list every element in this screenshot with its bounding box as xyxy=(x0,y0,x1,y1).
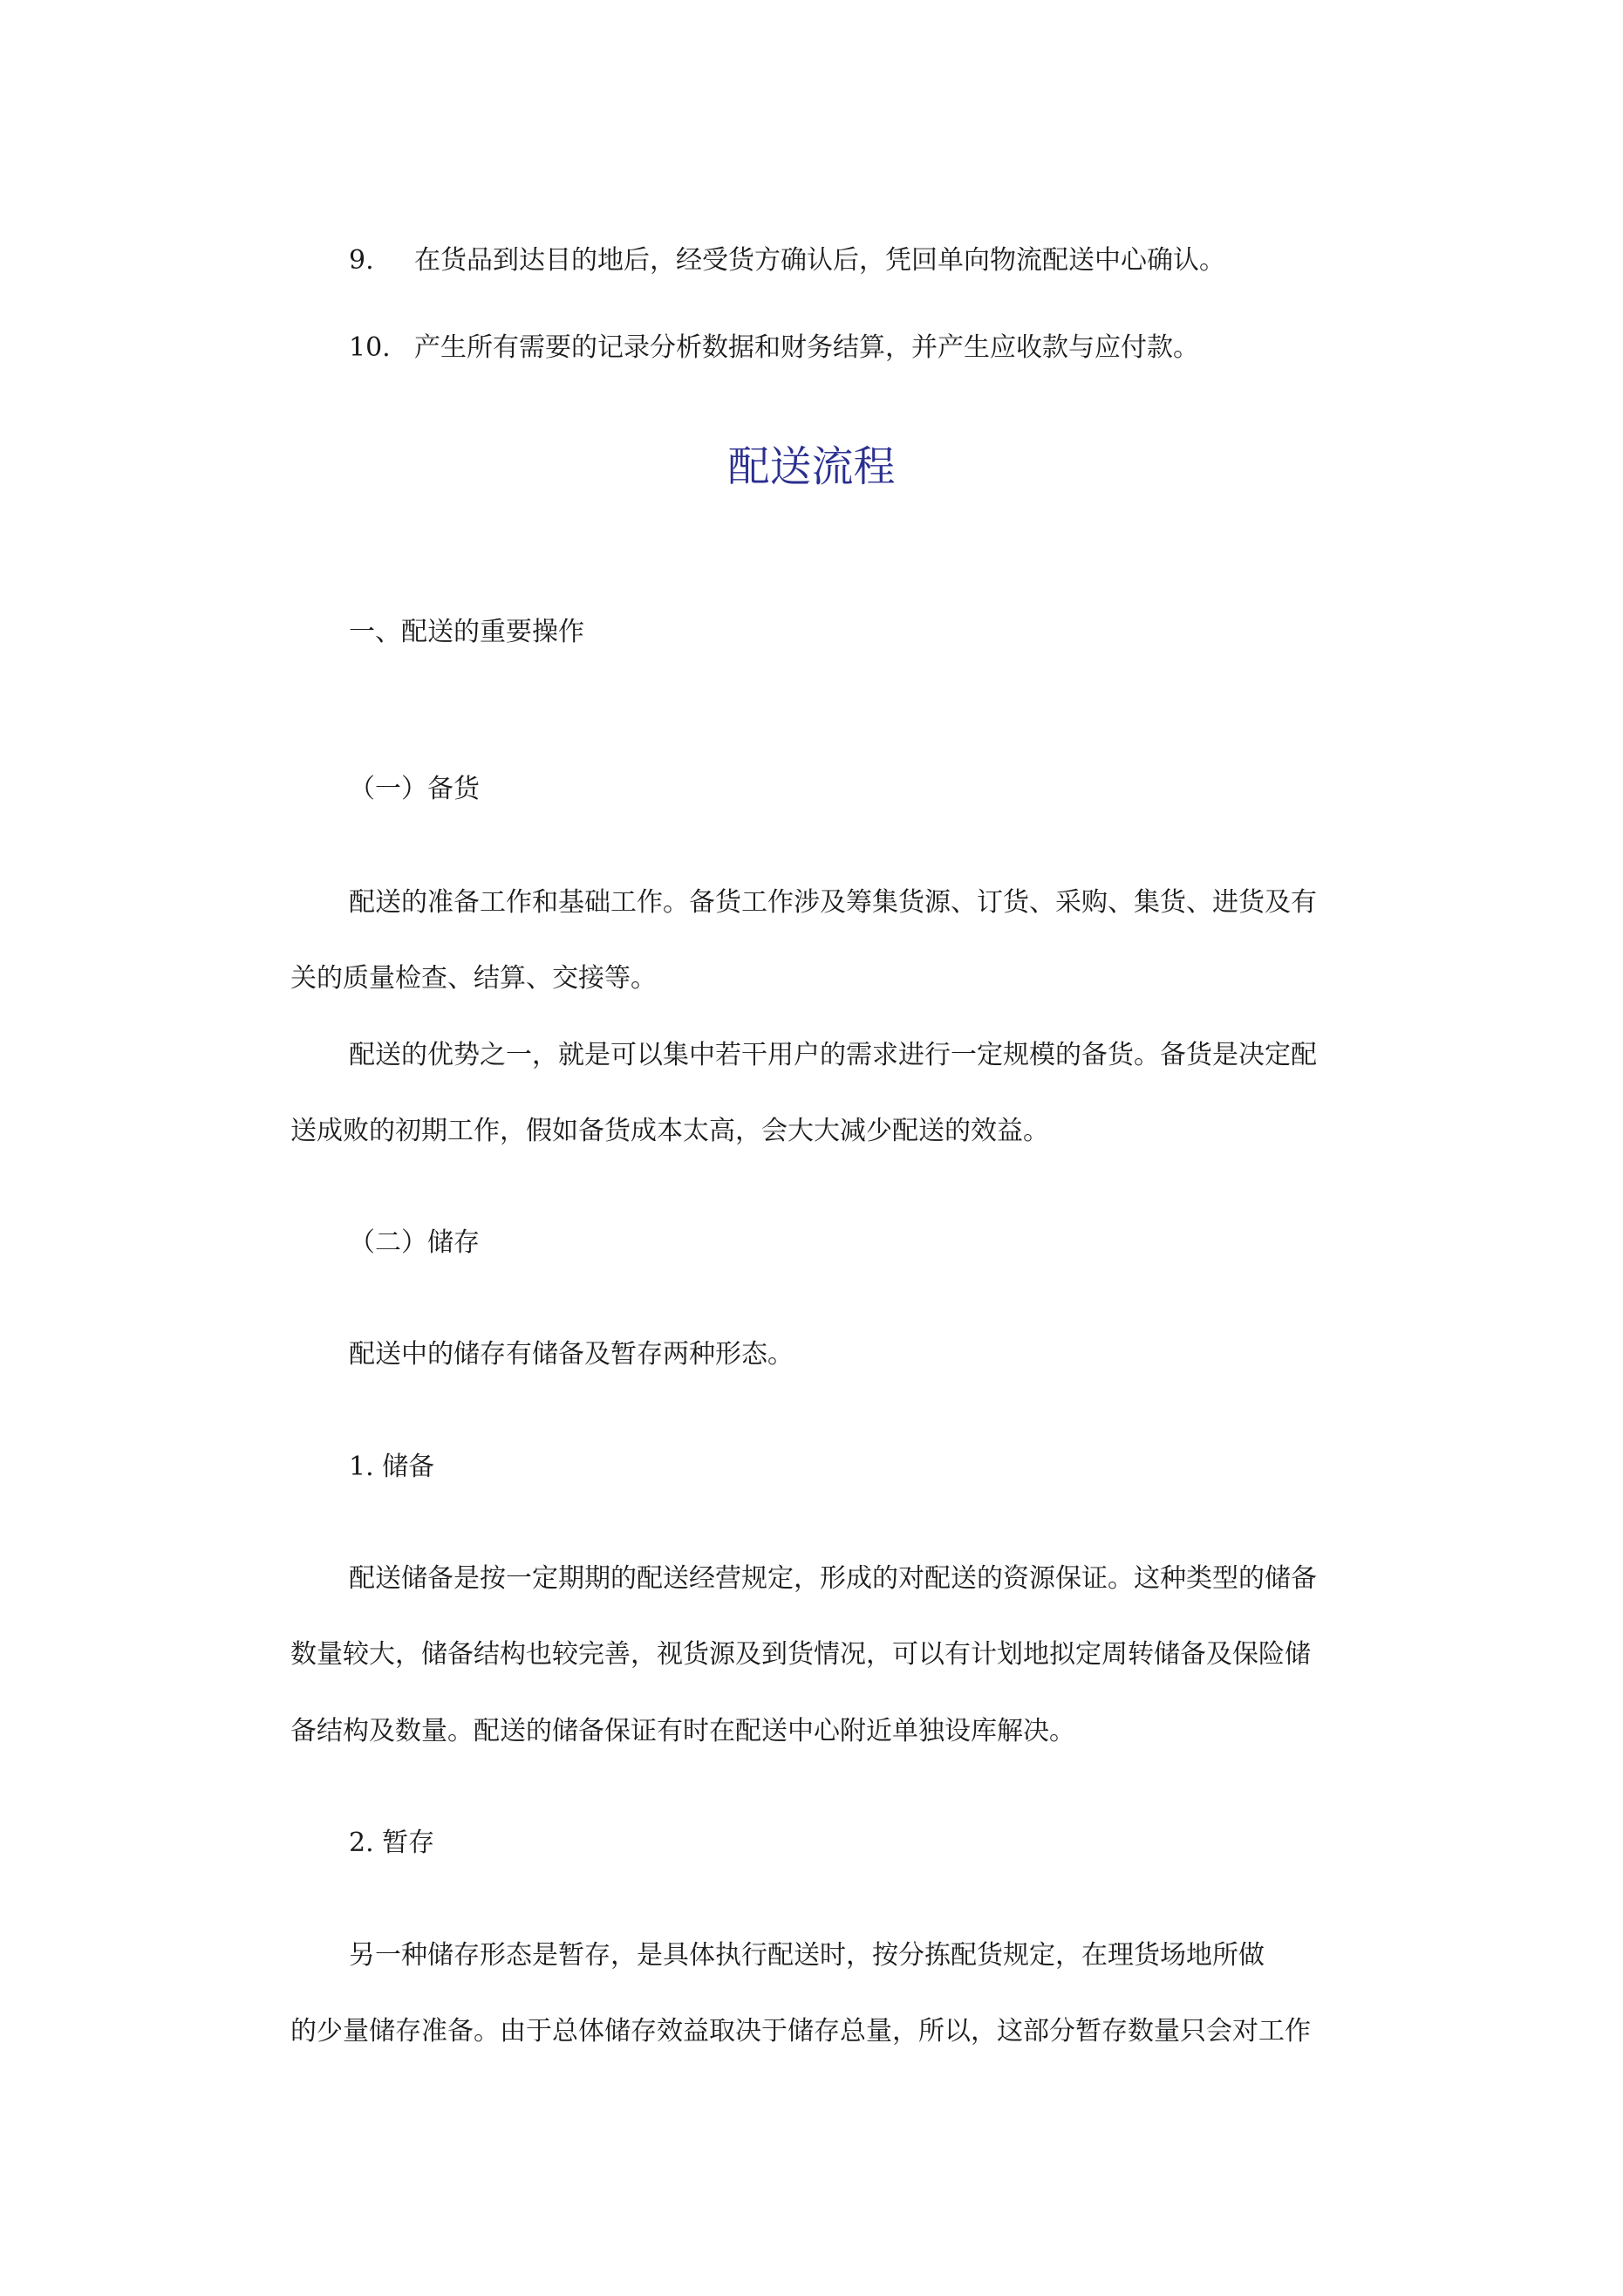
paragraph-line: 关的质量检查、结算、交接等。 xyxy=(290,963,657,994)
paragraph-line: 送成败的初期工作，假如备货成本太高，会大大减少配送的效益。 xyxy=(290,1116,1049,1146)
list-text: 产生所有需要的记录分析数据和财务结算，并产生应收款与应付款。 xyxy=(414,332,1199,363)
list-number: 10. xyxy=(349,332,391,363)
paragraph-line: 配送储备是按一定期期的配送经营规定，形成的对配送的资源保证。这种类型的储备 xyxy=(349,1563,1317,1594)
section-heading: 一、配送的重要操作 xyxy=(349,617,584,647)
paragraph-line: 另一种储存形态是暂存，是具体执行配送时，按分拣配货规定，在理货场地所做 xyxy=(349,1940,1265,1971)
paragraph-line: 数量较大，储备结构也较完善，视货源及到货情况，可以有计划地拟定周转储备及保险储 xyxy=(290,1639,1311,1670)
paragraph-line: 备结构及数量。配送的储备保证有时在配送中心附近单独设库解决。 xyxy=(290,1716,1075,1746)
subsection-heading-stock: （一）备货 xyxy=(349,774,480,804)
list-item-10 xyxy=(349,331,1199,366)
list-text: 在货品到达目的地后，经受货方确认后，凭回单向物流配送中心确认。 xyxy=(414,245,1225,276)
list-item-9 xyxy=(349,243,1225,278)
subsection-heading-storage: （二）储存 xyxy=(349,1227,480,1258)
list-number: 9. xyxy=(349,245,374,276)
item-heading-reserve: 1. 储备 xyxy=(349,1452,435,1482)
page-title: 配送流程 xyxy=(727,442,896,491)
paragraph-line: 配送的优势之一，就是可以集中若干用户的需求进行一定规模的备货。备货是决定配 xyxy=(349,1040,1317,1070)
paragraph-line: 配送的准备工作和基础工作。备货工作涉及筹集货源、订货、采购、集货、进货及有 xyxy=(349,887,1317,918)
paragraph-line: 的少量储存准备。由于总体储存效益取决于储存总量，所以，这部分暂存数量只会对工作 xyxy=(290,2016,1311,2047)
item-heading-temporary: 2. 暂存 xyxy=(349,1828,435,1858)
paragraph-line: 配送中的储存有储备及暂存两种形态。 xyxy=(349,1339,794,1370)
